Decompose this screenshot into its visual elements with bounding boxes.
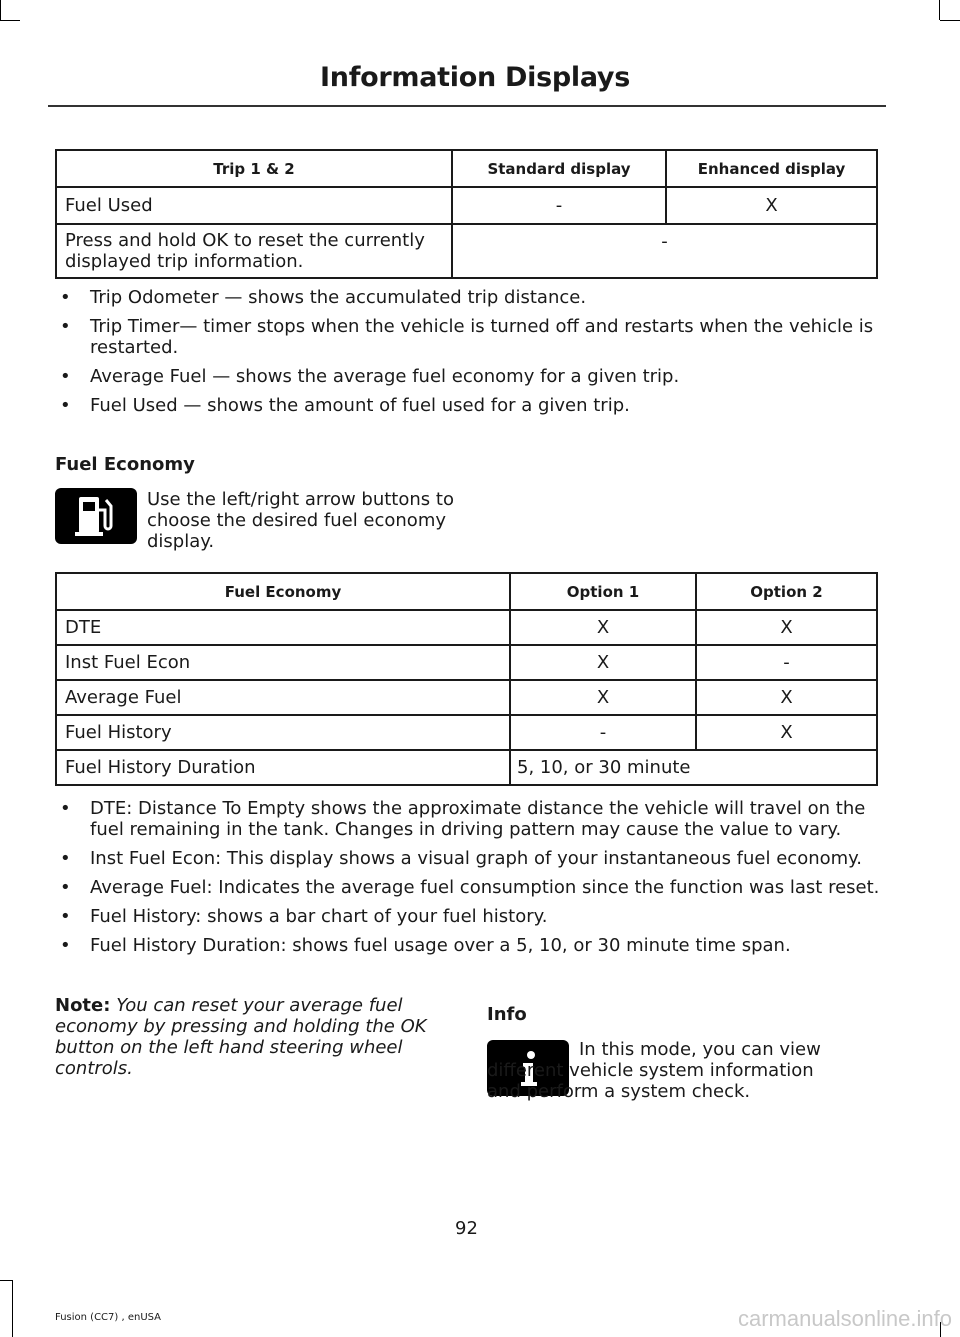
table-cell: - xyxy=(452,187,666,224)
table-cell: - xyxy=(696,645,877,680)
fuel-bullet-list xyxy=(50,798,890,964)
table-cell: - xyxy=(452,224,877,278)
table-row xyxy=(56,750,877,785)
list-item: • Fuel History: shows a bar chart of your fuel history. xyxy=(50,906,890,927)
column-header: Trip 1 & 2 xyxy=(56,150,452,187)
table-cell: X xyxy=(510,680,696,715)
table-cell: X xyxy=(696,715,877,750)
crop-mark xyxy=(0,1280,12,1281)
table-cell: - xyxy=(510,715,696,750)
table-cell: Average Fuel xyxy=(56,680,510,715)
table-cell: X xyxy=(696,680,877,715)
crop-mark xyxy=(0,0,1,20)
table-row xyxy=(56,680,877,715)
table-cell: Fuel Used xyxy=(56,187,452,224)
table-cell: 5, 10, or 30 minute xyxy=(510,750,877,785)
table-cell: X xyxy=(666,187,877,224)
column-header: Enhanced display xyxy=(666,150,877,187)
table-row xyxy=(56,224,877,278)
table-header-row xyxy=(56,150,877,187)
column-header: Fuel Economy xyxy=(56,573,510,610)
fuel-economy-description: Use the left/right arrow buttons to choose the desired fuel economy display. xyxy=(147,489,454,552)
table-row xyxy=(56,715,877,750)
table-cell: Inst Fuel Econ xyxy=(56,645,510,680)
crop-mark xyxy=(939,0,940,20)
note xyxy=(55,995,435,1079)
list-item: • Average Fuel — shows the average fuel economy for a given trip. xyxy=(50,366,890,387)
page-title: Information Displays xyxy=(320,62,630,93)
info-description xyxy=(487,1039,835,1102)
column-header: Standard display xyxy=(452,150,666,187)
table-cell: X xyxy=(510,645,696,680)
trip-table xyxy=(55,149,878,279)
table-cell: Fuel History Duration xyxy=(56,750,510,785)
list-item: • Fuel History Duration: shows fuel usage over a 5, 10, or 30 minute time span. xyxy=(50,935,890,956)
list-item: • Average Fuel: Indicates the average fuel consumption since the function was last reset. xyxy=(50,877,890,898)
note-label: Note: xyxy=(55,995,111,1016)
table-cell: DTE xyxy=(56,610,510,645)
crop-mark xyxy=(0,20,20,21)
table-cell: Fuel History xyxy=(56,715,510,750)
crop-mark xyxy=(12,1280,13,1337)
table-row xyxy=(56,645,877,680)
list-item: • Trip Timer— timer stops when the vehicle is turned off and restarts when the vehicle is restarted. xyxy=(50,316,890,358)
page-number: 92 xyxy=(455,1218,478,1239)
crop-mark xyxy=(940,20,960,21)
info-description-text: In this mode, you can view different vehicle system information and perform a system check. xyxy=(487,1039,821,1102)
table-cell: X xyxy=(510,610,696,645)
header-rule xyxy=(48,105,886,107)
note-text: You can reset your average fuel economy by pressing and holding the OK button on the left hand steering wheel controls. xyxy=(55,995,427,1079)
section-heading: Info xyxy=(487,1004,527,1025)
section-heading: Fuel Economy xyxy=(55,454,195,475)
table-cell: Press and hold OK to reset the currently displayed trip information. xyxy=(56,224,452,278)
list-item: • DTE: Distance To Empty shows the approximate distance the vehicle will travel on the fuel remaining in the tank. Changes in driving pattern may cause the value to vary. xyxy=(50,798,890,840)
list-item: • Fuel Used — shows the amount of fuel used for a given trip. xyxy=(50,395,890,416)
list-item: • Inst Fuel Econ: This display shows a visual graph of your instantaneous fuel economy. xyxy=(50,848,890,869)
table-row xyxy=(56,610,877,645)
fuel-economy-table xyxy=(55,572,878,786)
watermark: carmanualsonline.info xyxy=(737,1306,952,1331)
list-item: • Trip Odometer — shows the accumulated trip distance. xyxy=(50,287,890,308)
table-header-row xyxy=(56,573,877,610)
trip-bullet-list xyxy=(50,287,890,424)
column-header: Option 1 xyxy=(510,573,696,610)
fuel-pump-icon xyxy=(55,488,137,544)
table-cell: X xyxy=(696,610,877,645)
column-header: Option 2 xyxy=(696,573,877,610)
footer-text: Fusion (CC7) , enUSA xyxy=(55,1312,162,1323)
table-row xyxy=(56,187,877,224)
